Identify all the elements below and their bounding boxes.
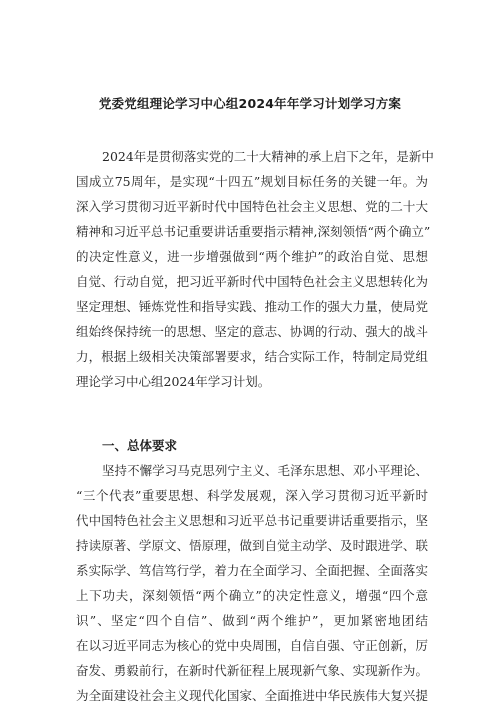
intro-line: 的决定性意义，进一步增强做到“两个维护”的政治自觉、思想 bbox=[76, 249, 428, 264]
section-line: 在以习近平同志为核心的党中央周围，自信自强、守正创新，厉 bbox=[76, 638, 428, 653]
intro-line: 坚定理想、锤炼党性和指导实践、推动工作的强大力量，使局党 bbox=[76, 299, 428, 314]
intro-line: 2024年是贯彻落实党的二十大精神的承上启下之年，是新中 bbox=[102, 149, 434, 164]
intro-line: 理论学习中心组2024年学习计划。 bbox=[76, 374, 271, 389]
section-line: 代中国特色社会主义思想和习近平总书记重要讲话重要指示，坚 bbox=[76, 513, 428, 528]
section-line: 识”、坚定“四个自信”、做到“两个维护”，更加紧密地团结 bbox=[76, 613, 428, 628]
intro-line: 自觉、行动自觉，把习近平新时代中国特色社会主义思想转化为 bbox=[76, 274, 428, 289]
section-line: 为全面建设社会主义现代化国家、全面推进中华民族伟大复兴提 bbox=[76, 688, 428, 703]
intro-line: 精神和习近平总书记重要讲话重要指示精神,深刻领悟“两个确立” bbox=[76, 224, 431, 239]
document-title: 党委党组理论学习中心组2024年年学习计划学习方案 bbox=[98, 96, 402, 111]
intro-line: 组始终保持统一的思想、坚定的意志、协调的行动、强大的战斗 bbox=[76, 324, 428, 339]
section-line: “三个代表”重要思想、科学发展观，深入学习贯彻习近平新时 bbox=[76, 488, 428, 503]
section-line: 持读原著、学原文、悟原理，做到自觉主动学、及时跟进学、联 bbox=[76, 538, 428, 553]
intro-line: 深入学习贯彻习近平新时代中国特色社会主义思想、党的二十大 bbox=[76, 199, 428, 214]
intro-line: 力，根据上级相关决策部署要求，结合实际工作，特制定局党组 bbox=[76, 349, 428, 364]
section-line: 上下功夫，深刻领悟“两个确立”的决定性意义，增强“四个意 bbox=[76, 588, 428, 603]
intro-line: 国成立75周年，是实现“十四五”规划目标任务的关键一年。为 bbox=[76, 174, 428, 189]
section-line: 奋发、勇毅前行，在新时代新征程上展现新气象、实现新作为。 bbox=[76, 663, 428, 678]
section-heading: 一、总体要求 bbox=[102, 438, 178, 453]
section-line: 系实际学、笃信笃行学，着力在全面学习、全面把握、全面落实 bbox=[76, 563, 428, 578]
section-line: 坚持不懈学习马克思列宁主义、毛泽东思想、邓小平理论、 bbox=[102, 463, 428, 478]
